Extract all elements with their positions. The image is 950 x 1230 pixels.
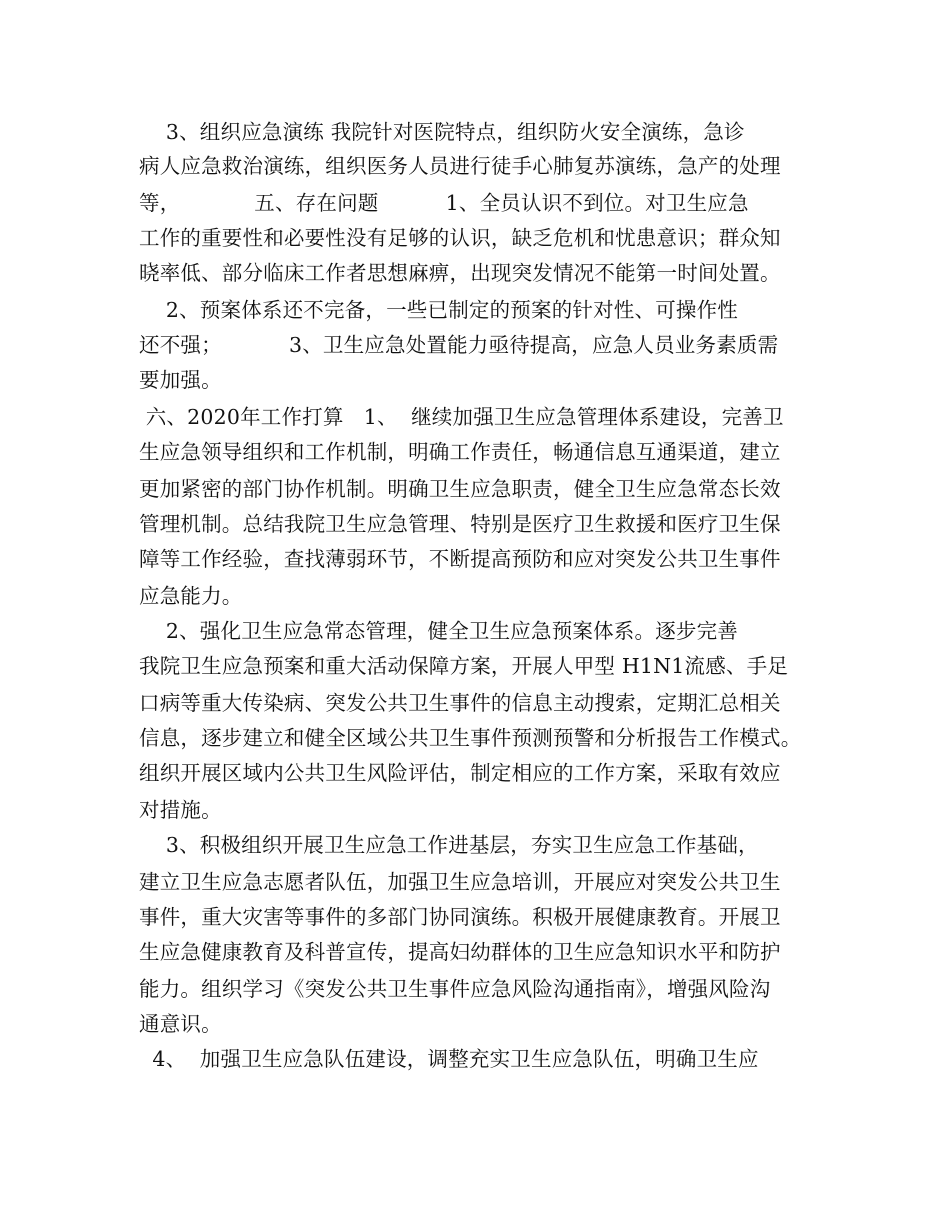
text-line: 管理机制。总结我院卫生应急管理、特别是医疗卫生救援和医疗卫生保 [139,512,781,536]
text-line: 更加紧密的部门协作机制。明确卫生应急职责，健全卫生应急常态长效 [139,477,781,501]
text-line: 能力。组织学习《突发公共卫生事件应急风险沟通指南》，增强风险沟 [139,977,771,1001]
text-line: 建立卫生应急志愿者队伍，加强卫生应急培训，开展应对突发公共卫生 [139,870,781,894]
text-line: 事件，重大灾害等事件的多部门协同演练。积极开展健康教育。开展卫 [139,905,781,929]
text-line: 工作的重要性和必要性没有足够的认识，缺乏危机和忧患意识；群众知 [139,226,781,250]
text-line: 2、强化卫生应急常态管理，健全卫生应急预案体系。逐步完善 [139,619,739,643]
text-line: 通意识。 [139,1012,222,1036]
text-line: 应急能力。 [139,584,243,608]
text-line: 生应急健康教育及科普宣传，提高妇幼群体的卫生应急知识水平和防护 [139,940,781,964]
text-line: 生应急领导组织和工作机制，明确工作责任，畅通信息互通渠道，建立 [139,440,781,464]
text-line: 对措施。 [139,798,222,822]
text-line: 3、组织应急演练 我院针对医院特点，组织防火安全演练，急诊 [139,120,745,144]
text-line: 信息，逐步建立和健全区域公共卫生事件预测预警和分析报告工作模式。 [139,726,802,750]
text-line: 3、积极组织开展卫生应急工作进基层，夯实卫生应急工作基础， [139,833,759,857]
text-line: 病人应急救治演练，组织医务人员进行徒手心肺复苏演练，急产的处理 [139,154,781,178]
text-line: 还不强； 3、卫生应急处置能力亟待提高，应急人员业务素质需 [139,333,779,357]
text-line: 要加强。 [139,368,222,392]
text-line: 我院卫生应急预案和重大活动保障方案，开展人甲型 H1N1流感、手足 [139,654,789,678]
text-line: 六、2020年工作打算 1、 继续加强卫生应急管理体系建设，完善卫 [139,405,784,429]
text-line: 组织开展区域内公共卫生风险评估，制定相应的工作方案，采取有效应 [139,761,781,785]
text-line: 障等工作经验，查找薄弱环节，不断提高预防和应对突发公共卫生事件 [139,547,781,571]
text-line: 晓率低、部分临床工作者思想麻痹，出现突发情况不能第一时间处置。 [139,261,781,285]
text-line: 4、 加强卫生应急队伍建设，调整充实卫生应急队伍，明确卫生应 [139,1047,759,1071]
text-line: 2、预案体系还不完备，一些已制定的预案的针对性、可操作性 [139,298,739,322]
text-line: 等， 五、存在问题 1、全员认识不到位。对卫生应急 [139,191,749,215]
text-line: 口病等重大传染病、突发公共卫生事件的信息主动搜索，定期汇总相关 [139,691,781,715]
